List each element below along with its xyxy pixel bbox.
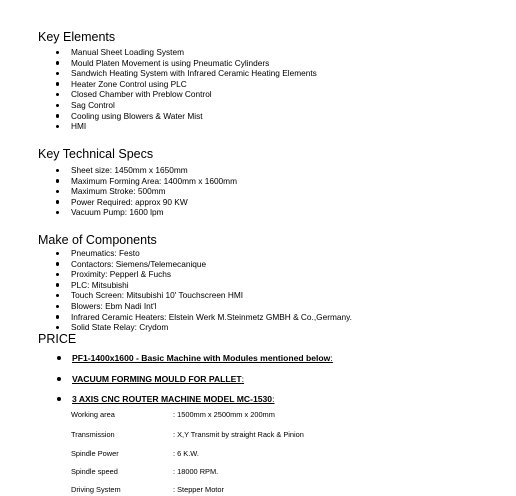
list-item: Proximity: Pepperl & Fuchs bbox=[0, 269, 352, 280]
spec-label: Working area bbox=[71, 410, 115, 419]
list-item: Infrared Ceramic Heaters: Elstein Werk M.Steinmetz GMBH & Co.,Germany. bbox=[0, 312, 352, 323]
bullet-icon bbox=[56, 273, 59, 276]
bullet-icon bbox=[56, 200, 59, 203]
spec-value: : X,Y Transmit by straight Rack & Pinion bbox=[173, 430, 304, 439]
spec-value: : Stepper Motor bbox=[173, 485, 224, 494]
bullet-icon bbox=[56, 125, 59, 128]
list-item: Touch Screen: Mitsubishi 10' Touchscreen HMI bbox=[0, 290, 352, 301]
bullet-icon bbox=[56, 179, 59, 182]
list-item: Manual Sheet Loading System bbox=[0, 47, 317, 58]
list-item: PLC: Mitsubishi bbox=[0, 280, 352, 291]
spec-row bbox=[0, 448, 516, 460]
spec-label: Transmission bbox=[71, 430, 115, 439]
bullet-icon bbox=[57, 356, 61, 360]
bullet-icon bbox=[56, 104, 59, 107]
bullet-icon bbox=[56, 72, 59, 75]
spec-value: : 1500mm x 2500mm x 200mm bbox=[173, 410, 275, 419]
list-item: Pneumatics: Festo bbox=[0, 248, 352, 259]
bullet-icon bbox=[56, 315, 59, 318]
spec-row bbox=[0, 409, 516, 421]
spec-row bbox=[0, 466, 516, 478]
components-list bbox=[0, 248, 352, 333]
bullet-icon bbox=[56, 305, 59, 308]
key-specs-heading: Key Technical Specs bbox=[38, 147, 154, 161]
bullet-icon bbox=[56, 51, 59, 54]
bullet-icon bbox=[56, 169, 59, 172]
list-item: Sandwich Heating System with Infrared Ceramic Heating Elements bbox=[0, 68, 317, 79]
bullet-icon bbox=[56, 294, 59, 297]
list-item: Sheet size: 1450mm x 1650mm bbox=[0, 165, 237, 176]
bullet-icon bbox=[56, 114, 59, 117]
spec-row bbox=[0, 429, 516, 441]
spec-label: Driving System bbox=[71, 485, 121, 494]
bullet-icon bbox=[56, 262, 59, 265]
bullet-icon bbox=[56, 252, 59, 255]
bullet-icon bbox=[56, 326, 59, 329]
list-item: Sag Control bbox=[0, 100, 317, 111]
list-item: Contactors: Siemens/Telemecanique bbox=[0, 259, 352, 270]
list-item: Closed Chamber with Preblow Control bbox=[0, 89, 317, 100]
list-item: Blowers: Ebm Nadi Int'l bbox=[0, 301, 352, 312]
list-item: Vacuum Pump: 1600 lpm bbox=[0, 207, 237, 218]
key-specs-list bbox=[0, 165, 237, 218]
list-item: Maximum Stroke: 500mm bbox=[0, 186, 237, 197]
spec-value: : 6 K.W. bbox=[173, 449, 199, 458]
spec-label: Spindle speed bbox=[71, 467, 118, 476]
list-item: Cooling using Blowers & Water Mist bbox=[0, 111, 317, 122]
price-item-label: PF1-1400x1600 - Basic Machine with Modules mentioned below bbox=[72, 353, 331, 363]
bullet-icon bbox=[56, 283, 59, 286]
spec-label: Spindle Power bbox=[71, 449, 119, 458]
list-item: Solid State Relay: Crydom bbox=[0, 322, 352, 333]
list-item: Maximum Forming Area: 1400mm x 1600mm bbox=[0, 176, 237, 187]
bullet-icon bbox=[57, 377, 61, 381]
list-item: Mould Platen Movement is using Pneumatic Cylinders bbox=[0, 58, 317, 69]
bullet-icon bbox=[56, 61, 59, 64]
bullet-icon bbox=[56, 82, 59, 85]
bullet-icon bbox=[56, 190, 59, 193]
spec-row bbox=[0, 484, 516, 496]
bullet-icon bbox=[56, 211, 59, 214]
bullet-icon bbox=[57, 397, 61, 401]
list-item: Power Required: approx 90 KW bbox=[0, 197, 237, 208]
document-page: Key Elements Manual Sheet Loading System Mould Platen Movement is using Pneumatic Cylinders Sandwich Heating System with Infrared Ceramic Heating Elements Heater Zone Control using PLC Closed Chamber with Preblow Control Sag Control Cooling using Blowers & Water Mist HMI Key Technical Specs Sheet size: 1450mm x 1650mm Maximum Forming Area: 1400mm x 1600mm Maximum Stroke: 500mm Power Required: approx 90 KW Vacuum Pump: 1600 lpm Make of Components Pneumatics: Festo Contactors: Siemens/Telemecanique Proximity: Pepperl & Fuchs PLC: Mitsubishi Touch Screen: Mitsubishi 10' Touchscreen HMI Blowers: Ebm Nadi Int'l Infrared Ceramic Heaters: Elstein Werk M.Steinmetz GMBH & Co.,Germany. Solid State Relay: Crydom PRICE PF1-1400x1600 - Basic Machine with Modules mentioned below: VACUUM FORMING MOULD FOR PALLET: 3 AXIS CNC ROUTER MACHINE MODEL MC-1530: Working area : 1500mm x 2500mm x 200mm Transmission : X,Y Transmit by straight Rack & Pinion Spindle Power : 6 K.W. Spindle speed : 18000 RPM. Driving System : Stepper Motor bbox=[0, 0, 516, 496]
bullet-icon bbox=[56, 93, 59, 96]
list-item: Heater Zone Control using PLC bbox=[0, 79, 317, 90]
components-heading: Make of Components bbox=[38, 233, 157, 247]
list-item: HMI bbox=[0, 121, 317, 132]
spec-value: : 18000 RPM. bbox=[173, 467, 219, 476]
price-heading: PRICE bbox=[38, 332, 77, 346]
price-item-label: VACUUM FORMING MOULD FOR PALLET bbox=[72, 374, 242, 384]
key-elements-list bbox=[0, 47, 317, 132]
price-item-label: 3 AXIS CNC ROUTER MACHINE MODEL MC-1530 bbox=[72, 394, 273, 404]
key-elements-heading: Key Elements bbox=[38, 30, 116, 44]
